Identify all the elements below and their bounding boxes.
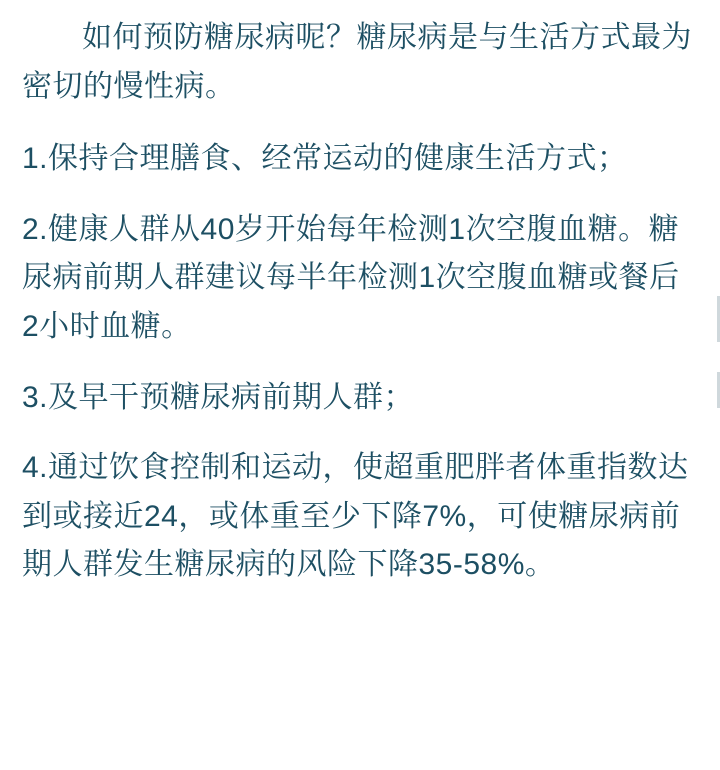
paragraph-item-1: 1.保持合理膳食、经常运动的健康生活方式； [22, 142, 628, 176]
paragraph-item-4: 4.通过饮食控制和运动，使超重肥胖者体重指数达到或接近24，或体重至少下降7%，可使糖尿病前期人群发生糖尿病的风险下降35-58%。 [22, 451, 689, 582]
paragraph-item-3: 3.及早干预糖尿病前期人群； [22, 380, 415, 414]
paragraph-item-2: 2.健康人群从40岁开始每年检测1次空腹血糖。糖尿病前期人群建议每半年检测1次空腹血糖或餐后2小时血糖。 [22, 212, 680, 343]
article-body [22, 14, 694, 590]
paragraph-intro: 如何预防糖尿病呢？糖尿病是与生活方式最为密切的慢性病。 [22, 21, 692, 103]
